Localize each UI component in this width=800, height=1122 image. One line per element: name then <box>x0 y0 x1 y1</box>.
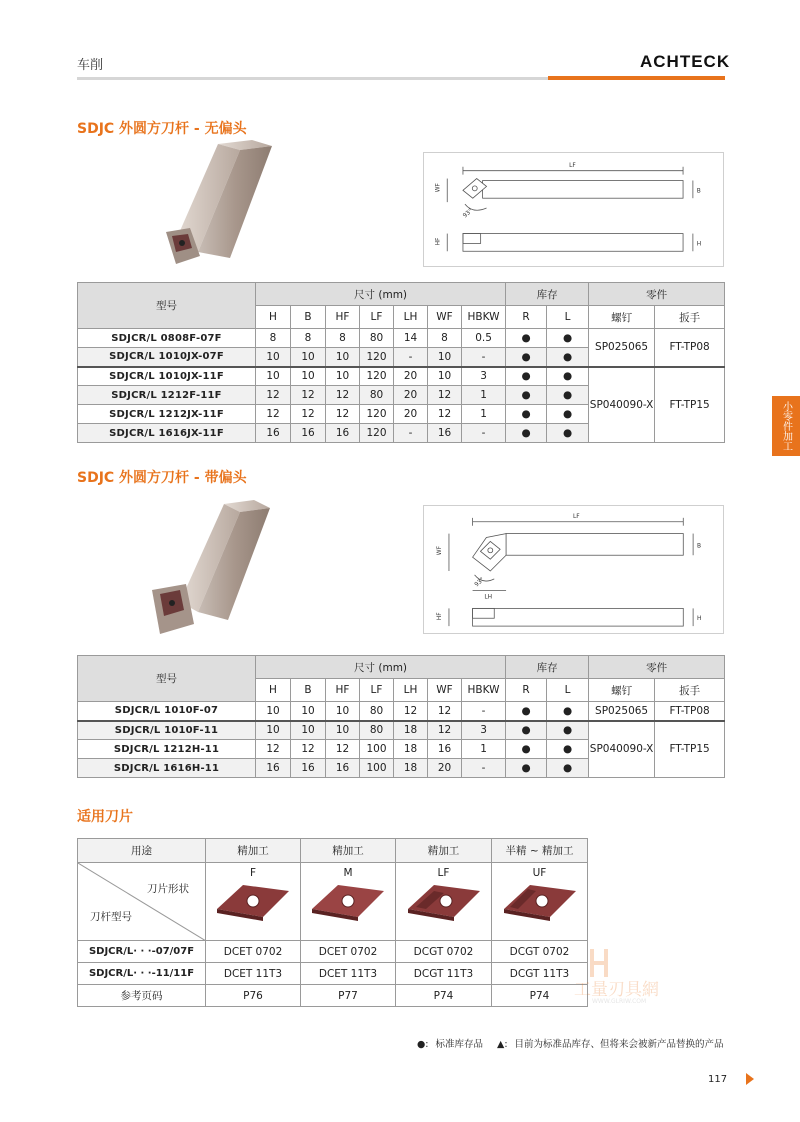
diagonal-header-cell <box>78 863 206 941</box>
table-row: SDJCR/L 1010F-07 10 10 10 80 12 12 - ● ● SP025065 FT-TP08 <box>78 702 725 721</box>
shape-code: LF <box>437 867 450 879</box>
col-part: 螺钉 <box>589 679 655 702</box>
col-stock: L <box>547 679 589 702</box>
col-dim: B <box>291 306 326 329</box>
table-row: SDJCR/L 0808F-07F 8 8 8 80 14 8 0.5 ● ● SP025065 FT-TP08 <box>78 329 725 348</box>
table-row: SDJCR/L 1212H-11 12 12 12 100 18 16 1 ● ● <box>78 740 725 759</box>
dot-icon: ● <box>417 1039 426 1050</box>
table-row: SDJCR/L· · ·-07/07F DCET 0702 DCET 0702 DCGT 0702 DCGT 0702 <box>78 941 588 963</box>
table-row: SDJCR/L 1616H-11 16 16 16 100 18 20 - ● ● <box>78 759 725 778</box>
col-use: 用途 <box>78 839 206 863</box>
col-group-dims: 尺寸 (mm) <box>256 283 506 306</box>
insert-image-uf <box>500 879 580 923</box>
section2-title: SDJC 外圆方刀杆 - 带偏头 <box>77 470 247 486</box>
insert-image-f <box>213 879 293 923</box>
shape-label: 刀片形状 <box>147 883 189 895</box>
insert-shape-cell <box>206 863 301 941</box>
diagram-label-b: B <box>697 543 702 550</box>
dimension-diagram-offset <box>423 505 724 634</box>
use-cell: 精加工 <box>396 839 492 863</box>
brand-logo: ACHTECK <box>640 52 731 71</box>
col-group-parts: 零件 <box>589 656 725 679</box>
table-row: SDJCR/L 1010JX-07F 10 10 10 120 - 10 - ● ● <box>78 348 725 367</box>
tool-holder-photo-straight <box>160 136 290 276</box>
col-part: 扳手 <box>655 306 725 329</box>
diagram-label-h: H <box>697 616 702 623</box>
use-cell: 半精 ~ 精加工 <box>492 839 588 863</box>
col-dim: WF <box>428 679 462 702</box>
col-dim: H <box>256 679 291 702</box>
diagram-label-wf: WF <box>437 546 444 556</box>
table-row: 参考页码 P76 P77 P74 P74 <box>78 985 588 1007</box>
header-rule <box>77 77 548 80</box>
col-dim: LF <box>360 306 394 329</box>
table-row: SDJCR/L 1212JX-11F 12 12 12 120 20 12 1 ● ● <box>78 405 725 424</box>
side-tab[interactable]: 小零件加工 <box>772 396 800 456</box>
table-row: SDJCR/L 1010F-11 10 10 10 80 18 12 3 ● ● SP040090-X FT-TP15 <box>78 721 725 740</box>
diagram-label-h: H <box>696 241 702 248</box>
table-row: SDJCR/L 1010JX-11F 10 10 10 120 20 10 3 ● ● SP040090-X FT-TP15 <box>78 367 725 386</box>
use-cell: 精加工 <box>301 839 396 863</box>
insert-shape-cell <box>492 863 588 941</box>
col-dim: HF <box>326 306 360 329</box>
diagram-label-angle: 93° <box>462 208 475 220</box>
col-dim: HBKW <box>462 306 506 329</box>
watermark-url: WWW.GLRJW.COM <box>592 998 647 1003</box>
watermark-text: 工量刃具網 <box>574 980 659 1000</box>
col-part: 扳手 <box>655 679 725 702</box>
legend-stock: ●: 标准库存品 <box>417 1039 484 1050</box>
diagram-label-wf: WF <box>435 183 442 193</box>
diagram-label-lf: LF <box>573 513 580 520</box>
col-model: 型号 <box>78 283 256 329</box>
diagram-label-angle: 93° <box>473 576 486 589</box>
dimension-diagram-straight <box>423 152 724 267</box>
diagram-label-b: B <box>696 188 701 195</box>
section3-title: 适用刀片 <box>77 809 133 825</box>
table-row: SDJCR/L 1212F-11F 12 12 12 80 20 12 1 ● ● <box>78 386 725 405</box>
table-row: SDJCR/L· · ·-11/11F DCET 11T3 DCET 11T3 DCGT 11T3 DCGT 11T3 <box>78 963 588 985</box>
col-group-dims: 尺寸 (mm) <box>256 656 506 679</box>
col-stock: R <box>506 679 547 702</box>
shape-code: UF <box>532 867 547 879</box>
col-part: 螺钉 <box>589 306 655 329</box>
table-row: SDJCR/L 1616JX-11F 16 16 16 120 - 16 - ● ● <box>78 424 725 443</box>
holder-label: 刀杆型号 <box>90 911 132 923</box>
col-group-parts: 零件 <box>589 283 725 306</box>
insert-shape-cell <box>301 863 396 941</box>
triangle-icon: ▲ <box>497 1039 505 1050</box>
watermark-logo <box>540 943 700 1003</box>
col-stock: R <box>506 306 547 329</box>
col-dim: LH <box>394 306 428 329</box>
shape-code: F <box>249 867 257 879</box>
insert-shape-cell <box>396 863 492 941</box>
legend-replace: ▲: 目前为标准品库存、但将来会被新产品替换的产品 <box>497 1039 724 1050</box>
diagram-label-hf: HF <box>435 237 442 246</box>
diagonal-line <box>78 863 206 941</box>
spec-table-straight <box>77 282 725 443</box>
page-number: 117 <box>708 1074 728 1085</box>
diagram-label-hf: HF <box>437 612 444 621</box>
header-rule-accent <box>548 76 725 80</box>
col-dim: HF <box>326 679 360 702</box>
diagram-label-lf: LF <box>569 162 576 169</box>
col-group-stock: 库存 <box>506 283 589 306</box>
tool-holder-photo-offset <box>146 498 274 646</box>
col-group-stock: 库存 <box>506 656 589 679</box>
col-stock: L <box>547 306 589 329</box>
col-dim: LH <box>394 679 428 702</box>
col-dim: HBKW <box>462 679 506 702</box>
insert-image-m <box>308 879 388 923</box>
section-name: 车削 <box>77 58 104 73</box>
use-cell: 精加工 <box>206 839 301 863</box>
next-page-arrow-icon[interactable] <box>746 1073 754 1085</box>
diagram-label-lh: LH <box>484 594 493 601</box>
insert-table <box>77 838 588 1007</box>
col-dim: WF <box>428 306 462 329</box>
shape-code: M <box>343 867 353 879</box>
col-dim: H <box>256 306 291 329</box>
col-dim: B <box>291 679 326 702</box>
section1-title: SDJC 外圆方刀杆 - 无偏头 <box>77 121 247 137</box>
col-model: 型号 <box>78 656 256 702</box>
spec-table-offset <box>77 655 725 778</box>
insert-image-lf <box>404 879 484 923</box>
col-dim: LF <box>360 679 394 702</box>
